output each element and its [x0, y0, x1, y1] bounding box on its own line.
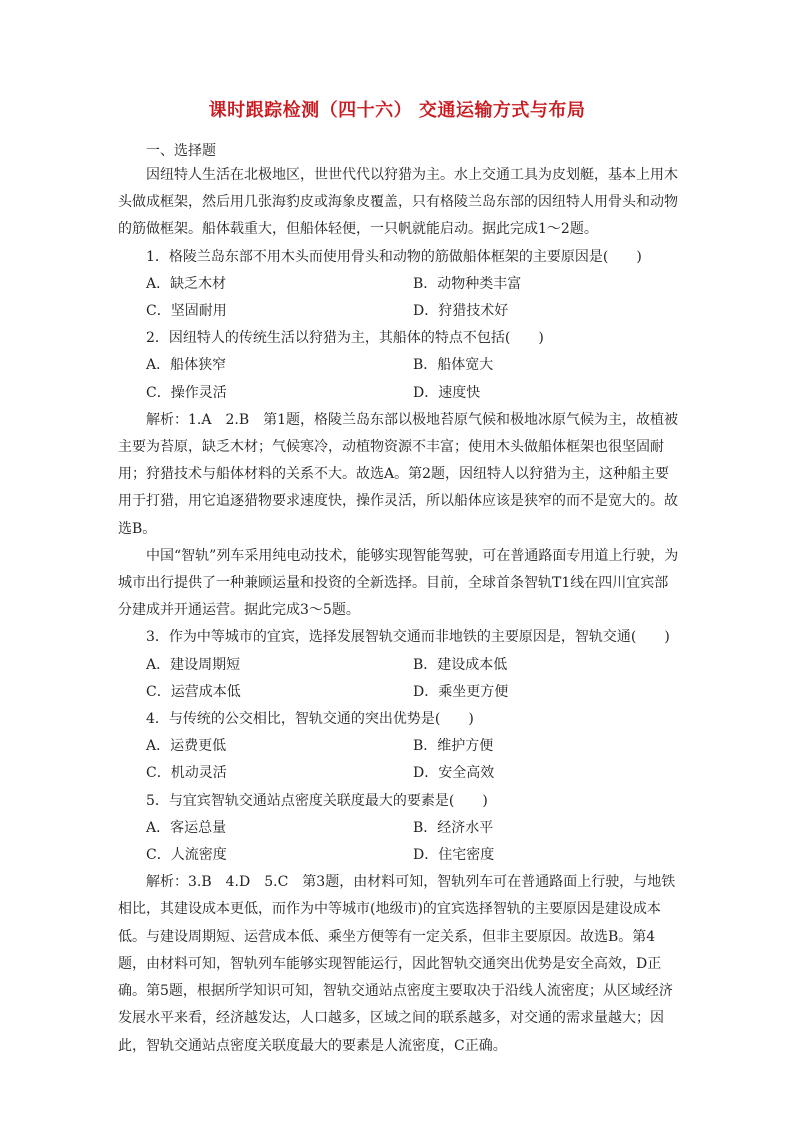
passage-2: 中国“智轨”列车采用纯电动技术，能够实现智能驾驶，可在普通路面专用道上行驶，为城市出行提供了一种兼顾运量和投资的全新选择。目前，全球首条智轨T1线在四川宜宾部分建成并开通运营。据此完成3～5题。	[118, 547, 679, 619]
option-b: B．建设成本低	[413, 656, 508, 673]
question-1-options-row-2	[118, 298, 680, 325]
option-a: A．缺乏木材	[146, 275, 227, 292]
question-3: 3．作为中等城市的宜宾，选择发展智轨交通而非地铁的主要原因是，智轨交通( )	[146, 629, 670, 646]
option-d: D．安全高效	[413, 765, 495, 782]
question-3-options-row-2	[118, 679, 680, 706]
option-d: D．狩猎技术好	[413, 303, 509, 320]
option-c: C．坚固耐用	[146, 303, 227, 320]
question-4: 4．与传统的公交相比，智轨交通的突出优势是( )	[146, 711, 474, 728]
section-heading: 一、选择题	[146, 143, 216, 159]
question-5: 5．与宜宾智轨交通站点密度关联度最大的要素是( )	[146, 792, 488, 809]
analysis-2: 解析：3.B 4.D 5.C 第3题，由材料可知，智轨列车可在普通路面上行驶，与地铁相比，其建设成本更低，而作为中等城市(地级市)的宜宾选择智轨的主要原因是建设成本低。与建设周期短、运营成本低、乘坐方便等有一定关系，但非主要原因。故选B。第4题，由材料可知，智轨列车能够实现智能运行，因此智轨交通突出优势是安全高效，D正确。第5题，根据所学知识可知，智轨交通站点密度主要取决于沿线人流密度；从区域经济发展水平来看，经济越发达，人口越多，区域之间的联系越多，对交通的需求量越大；因此，智轨交通站点密度关联度最大的要素是人流密度，C正确。	[118, 874, 676, 1054]
question-2-options-row-1	[118, 352, 680, 379]
option-c: C．人流密度	[146, 847, 227, 864]
option-a: A．建设周期短	[146, 656, 241, 673]
option-a: A．客运总量	[146, 819, 227, 836]
option-c: C．操作灵活	[146, 384, 227, 401]
option-b: B．动物种类丰富	[413, 275, 522, 292]
option-c: C．机动灵活	[146, 765, 227, 782]
content-body	[118, 162, 680, 1060]
option-d: D．乘坐更方便	[413, 683, 509, 700]
page-title: 课时跟踪检测（四十六） 交通运输方式与布局	[208, 100, 586, 121]
analysis-1: 解析：1.A 2.B 第1题，格陵兰岛东部以极地苔原气候和极地冰原气候为主，故植被主要为苔原，缺乏木材；气候寒冷，动植物资源不丰富；使用木头做船体框架也很坚固耐用；狩猎技术与船体材料的关系不大。故选A。第2题，因纽特人以狩猎为主，这种船主要用于打猎，用它追逐猎物要求速度快，操作灵活，所以船体应该是狭窄的而不是宽大的。故选B。	[118, 411, 679, 537]
option-d: D．速度快	[413, 384, 481, 401]
question-1-options-row-1	[118, 271, 680, 298]
question-4-options-row-2	[118, 760, 680, 787]
option-b: B．经济水平	[413, 819, 494, 836]
question-5-options-row-2	[118, 842, 680, 869]
option-b: B．船体宽大	[413, 357, 494, 374]
question-2-options-row-2	[118, 380, 680, 407]
question-2: 2．因纽特人的传统生活以狩猎为主，其船体的特点不包括( )	[146, 330, 544, 347]
option-d: D．住宅密度	[413, 847, 495, 864]
question-1: 1．格陵兰岛东部不用木头而使用骨头和动物的筋做船体框架的主要原因是( )	[146, 248, 642, 265]
option-c: C．运营成本低	[146, 683, 241, 700]
question-3-options-row-1	[118, 652, 680, 679]
question-4-options-row-1	[118, 733, 680, 760]
passage-1: 因纽特人生活在北极地区，世世代代以狩猎为主。水上交通工具为皮划艇，基本上用木头做成框架，然后用几张海豹皮或海象皮覆盖，只有格陵兰岛东部的因纽特人用骨头和动物的筋做框架。船体载重大，但船体轻便，一只帆就能启动。据此完成1～2题。	[118, 167, 678, 238]
option-b: B．维护方便	[413, 738, 494, 755]
option-a: A．运费更低	[146, 738, 227, 755]
option-a: A．船体狭窄	[146, 357, 227, 374]
question-5-options-row-1	[118, 815, 680, 842]
